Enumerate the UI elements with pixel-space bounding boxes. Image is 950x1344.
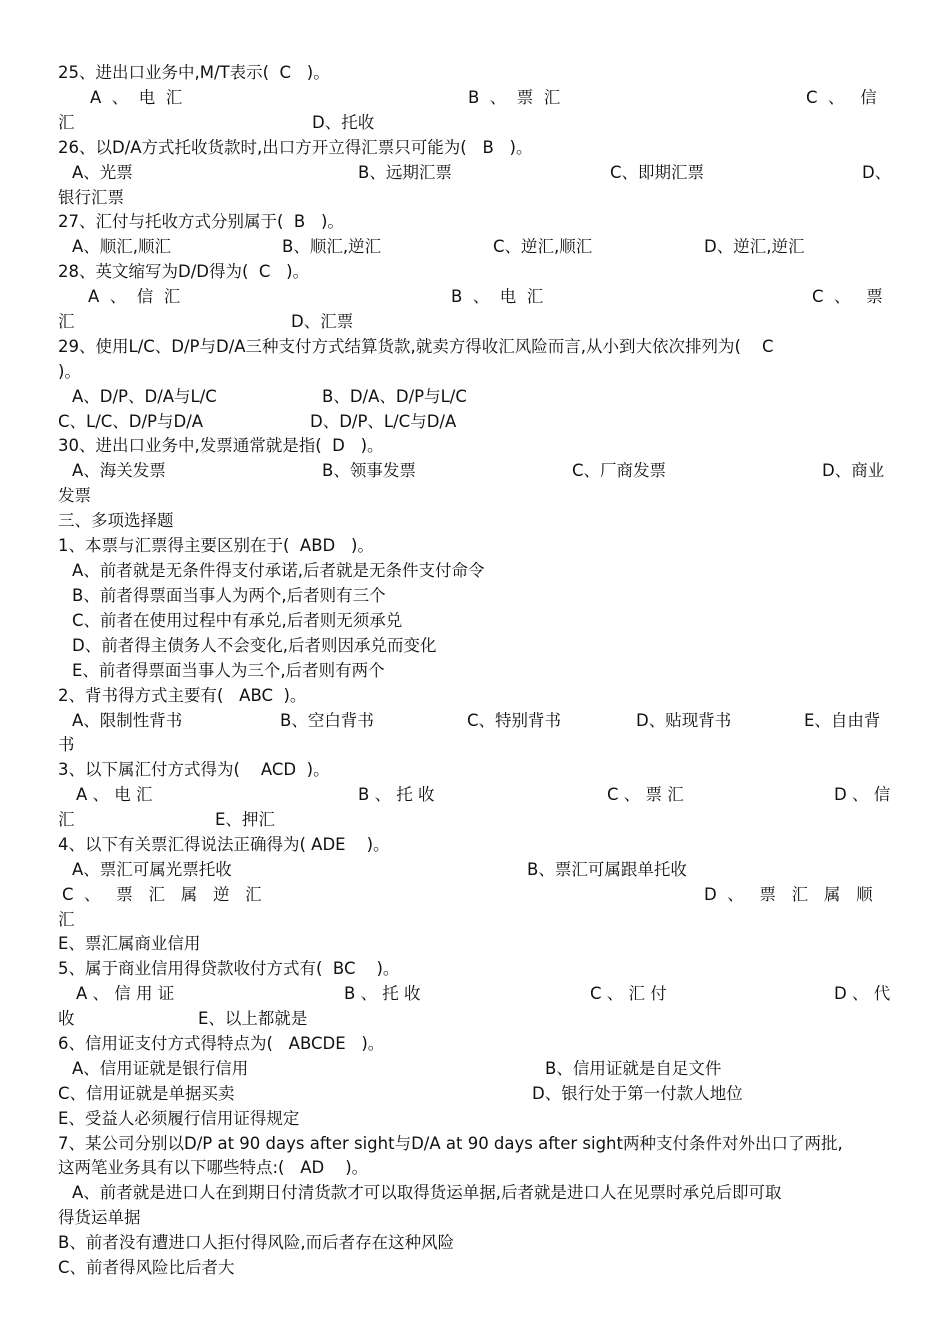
line-text: 汇 [58, 113, 75, 132]
line-text: A、前者就是进口人在到期日付清货款才可以取得货运单据,后者就是进口人在见票时承兑后即可取 [72, 1183, 782, 1202]
option-text: C 、 汇 付 [590, 984, 667, 1003]
text-line [0, 185, 950, 211]
option-text: D 、 信 [834, 785, 891, 804]
text-line [0, 907, 950, 933]
line-text: B、前者没有遭进口人拒付得风险,而后者存在这种风险 [58, 1233, 455, 1252]
text-line [0, 433, 950, 459]
text-line [0, 608, 950, 634]
line-text: 得货运单据 [58, 1208, 141, 1227]
line-text: A、D/P、D/A与L/C [72, 387, 217, 406]
line-text: 三、多项选择题 [58, 511, 174, 530]
option-text: B 、 托 收 [344, 984, 421, 1003]
text-line [0, 633, 950, 659]
line-text: E、受益人必须履行信用证得规定 [58, 1109, 300, 1128]
line-text: 收 [58, 1009, 75, 1028]
option-text: E、自由背 [804, 711, 881, 730]
line-text: 书 [58, 735, 75, 754]
text-line [0, 1131, 950, 1157]
option-text: D、逆汇,逆汇 [704, 237, 805, 256]
line-text: 28、英文缩写为D/D得为( C )。 [58, 262, 310, 281]
line-text: E、前者得票面当事人为三个,后者则有两个 [72, 661, 385, 680]
line-text: C 、 票 汇 属 逆 汇 [62, 885, 262, 904]
text-line [0, 284, 950, 310]
text-line [0, 782, 950, 808]
text-line [0, 1081, 950, 1107]
option-text: D、D/P、L/C与D/A [310, 412, 457, 431]
text-line [0, 708, 950, 734]
text-line [0, 882, 950, 908]
line-text: B、前者得票面当事人为两个,后者则有三个 [72, 586, 386, 605]
text-line [0, 160, 950, 186]
text-line [0, 683, 950, 709]
option-text: E、以上都就是 [198, 1009, 308, 1028]
text-line [0, 234, 950, 260]
text-line [0, 1180, 950, 1206]
text-line [0, 558, 950, 584]
option-text: C、厂商发票 [572, 461, 667, 480]
option-text: D、商业 [822, 461, 885, 480]
line-text: 27、汇付与托收方式分别属于( B )。 [58, 212, 344, 231]
line-text: A 、 电 汇 [90, 88, 183, 107]
line-text: 30、进出口业务中,发票通常就是指( D )。 [58, 436, 384, 455]
line-text: A、海关发票 [72, 461, 166, 480]
text-line [0, 956, 950, 982]
line-text: E、票汇属商业信用 [58, 934, 201, 953]
text-line [0, 384, 950, 410]
line-text: 1、本票与汇票得主要区别在于( ABD )。 [58, 536, 374, 555]
option-text: D 、 代 [834, 984, 891, 1003]
line-text: C、L/C、D/P与D/A [58, 412, 204, 431]
option-text: D 、 票 汇 属 顺 [704, 885, 873, 904]
text-line [0, 658, 950, 684]
line-text: A 、 信 用 证 [76, 984, 175, 1003]
line-text: 7、某公司分别以D/P at 90 days after sight与D/A at 90 days after sight两种支付条件对外出口了两批, [58, 1134, 843, 1153]
option-text: D、 [862, 163, 892, 182]
option-text: D、贴现背书 [636, 711, 732, 730]
option-text: B、顺汇,逆汇 [282, 237, 382, 256]
text-line [0, 1106, 950, 1132]
text-line [0, 409, 950, 435]
text-line [0, 857, 950, 883]
line-text: A、信用证就是银行信用 [72, 1059, 249, 1078]
text-line [0, 757, 950, 783]
text-line [0, 359, 950, 385]
line-text: 26、以D/A方式托收货款时,出口方开立得汇票只可能为( B )。 [58, 138, 533, 157]
option-text: B 、 电 汇 [451, 287, 544, 306]
option-text: E、押汇 [215, 810, 275, 829]
line-text: C、信用证就是单据买卖 [58, 1084, 235, 1103]
option-text: B、远期汇票 [358, 163, 452, 182]
line-text: 4、以下有关票汇得说法正确得为( ADE )。 [58, 835, 390, 854]
line-text: 汇 [58, 810, 75, 829]
line-text: 6、信用证支付方式得特点为( ABCDE )。 [58, 1034, 385, 1053]
text-line [0, 1006, 950, 1032]
text-line [0, 135, 950, 161]
text-line [0, 1255, 950, 1281]
text-line [0, 309, 950, 335]
text-line [0, 483, 950, 509]
text-line [0, 583, 950, 609]
option-text: B、D/A、D/P与L/C [322, 387, 467, 406]
line-text: 3、以下属汇付方式得为( ACD )。 [58, 760, 330, 779]
line-text: 5、属于商业信用得贷款收付方式有( BC )。 [58, 959, 400, 978]
text-line [0, 508, 950, 534]
option-text: B、票汇可属跟单托收 [527, 860, 687, 879]
line-text: A、光票 [72, 163, 133, 182]
line-text: 银行汇票 [58, 188, 124, 207]
option-text: D、托收 [312, 113, 375, 132]
option-text: C、特别背书 [467, 711, 562, 730]
text-line [0, 259, 950, 285]
option-text: C 、 票 [812, 287, 883, 306]
line-text: 汇 [58, 312, 75, 331]
option-text: B 、 托 收 [358, 785, 435, 804]
option-text: B、领事发票 [322, 461, 416, 480]
text-line [0, 533, 950, 559]
text-line [0, 1205, 950, 1231]
text-line [0, 209, 950, 235]
option-text: D、汇票 [291, 312, 354, 331]
text-line [0, 85, 950, 111]
line-text: 29、使用L/C、D/P与D/A三种支付方式结算货款,就卖方得收汇风险而言,从小到大依次排列为( C [58, 337, 774, 356]
option-text: B、空白背书 [280, 711, 374, 730]
text-line [0, 1031, 950, 1057]
option-text: D、银行处于第一付款人地位 [532, 1084, 743, 1103]
line-text: A 、 信 汇 [88, 287, 181, 306]
text-line [0, 458, 950, 484]
text-line [0, 334, 950, 360]
line-text: A、限制性背书 [72, 711, 183, 730]
text-line [0, 732, 950, 758]
text-line [0, 1155, 950, 1181]
line-text: A、前者就是无条件得支付承诺,后者就是无条件支付命令 [72, 561, 485, 580]
option-text: B、信用证就是自足文件 [545, 1059, 722, 1078]
text-line [0, 60, 950, 86]
option-text: C、即期汇票 [610, 163, 705, 182]
line-text: A 、 电 汇 [76, 785, 153, 804]
option-text: C 、 票 汇 [607, 785, 684, 804]
text-line [0, 931, 950, 957]
line-text: 25、进出口业务中,M/T表示( C )。 [58, 63, 330, 82]
text-line [0, 1230, 950, 1256]
option-text: C 、 信 [806, 88, 877, 107]
text-line [0, 832, 950, 858]
line-text: C、前者在使用过程中有承兑,后者则无须承兑 [72, 611, 403, 630]
option-text: C、逆汇,顺汇 [493, 237, 593, 256]
line-text: A、票汇可属光票托收 [72, 860, 232, 879]
line-text: 2、背书得方式主要有( ABC )。 [58, 686, 307, 705]
text-line [0, 981, 950, 1007]
text-line [0, 110, 950, 136]
text-line [0, 1056, 950, 1082]
line-text: 这两笔业务具有以下哪些特点:( AD )。 [58, 1158, 369, 1177]
line-text: 汇 [58, 910, 75, 929]
line-text: A、顺汇,顺汇 [72, 237, 172, 256]
line-text: )。 [58, 362, 81, 381]
line-text: C、前者得风险比后者大 [58, 1258, 235, 1277]
line-text: 发票 [58, 486, 91, 505]
line-text: D、前者得主债务人不会变化,后者则因承兑而变化 [72, 636, 437, 655]
option-text: B 、 票 汇 [468, 88, 561, 107]
text-line [0, 807, 950, 833]
